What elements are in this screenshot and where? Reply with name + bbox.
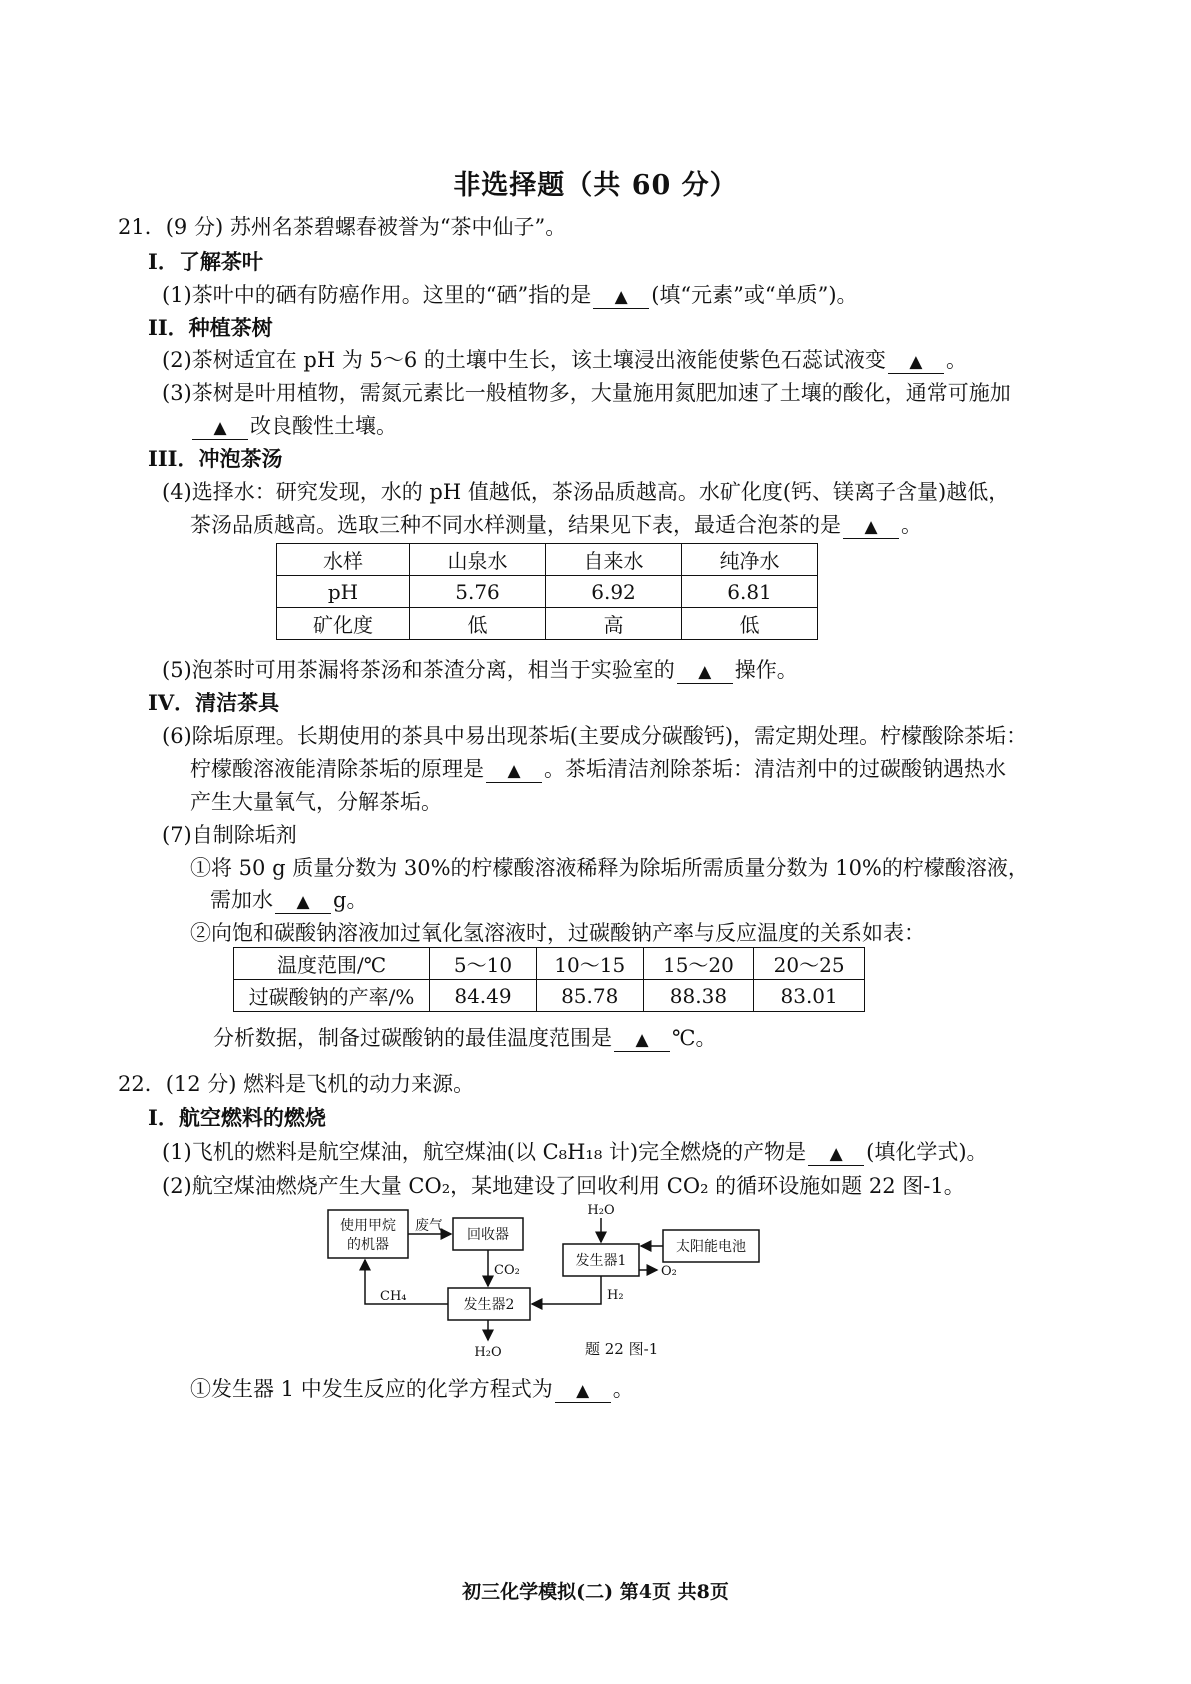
section-title: 非选择题（共 60 分）	[453, 170, 738, 201]
table-row	[277, 608, 818, 640]
q21-part-7-3-suffix: ℃。	[672, 1026, 717, 1050]
generator-1-label: 发生器1	[575, 1253, 627, 1269]
q22-part-1	[162, 1138, 988, 1166]
q21-part-7-1-text: 需加水	[210, 888, 273, 912]
h2o-top-label: H₂O	[587, 1203, 615, 1218]
page-footer: 初三化学模拟(二) 第4页 共8页	[462, 1581, 729, 1603]
figure-caption: 题 22 图-1	[585, 1340, 659, 1358]
h2-label: H₂	[607, 1288, 624, 1303]
q21-part-2-text: (2)茶树适宜在 pH 为 5～6 的土壤中生长，该土壤浸出液能使紫色石蕊试液变	[162, 348, 886, 372]
q21-part-1	[162, 281, 858, 309]
generator-2-label: 发生器2	[463, 1297, 515, 1313]
q21-part-2	[162, 346, 967, 374]
answer-blank[interactable]	[486, 758, 542, 783]
table-cell: 5.76	[410, 576, 546, 608]
q21-part-3-suffix: 改良酸性土壤。	[250, 414, 397, 438]
q21-part-6-suffix: 。茶垢清洁剂除茶垢：清洁剂中的过碳酸钠遇热水	[544, 757, 1006, 781]
table-row	[234, 948, 865, 980]
q21-part-5	[162, 656, 798, 684]
machine-label-2: 的机器	[347, 1237, 389, 1253]
table-cell: 15～20	[643, 948, 754, 980]
machine-label-1: 使用甲烷	[340, 1218, 396, 1234]
q22-part-1-suffix: (填化学式)。	[866, 1140, 988, 1164]
q21-part-4: (4)选择水：研究发现，水的 pH 值越低，茶汤品质越高。水矿化度(钙、镁离子含量)越低，	[162, 480, 1010, 504]
q21-section-2: II．种植茶树	[148, 315, 273, 340]
table-cell: 83.01	[754, 980, 865, 1012]
q21-part-1-text: (1)茶叶中的硒有防癌作用。这里的“硒”指的是	[162, 283, 592, 307]
table-cell: 温度范围/℃	[234, 948, 430, 980]
table-cell: 6.92	[546, 576, 682, 608]
o2-label: O₂	[661, 1264, 677, 1279]
table-cell: 矿化度	[277, 608, 410, 640]
solar-cell-label: 太阳能电池	[676, 1239, 746, 1255]
q21-part-5-suffix: 操作。	[734, 658, 798, 682]
q21-part-6-cont	[190, 755, 1006, 783]
q22-part-2-1-text: ①发生器 1 中发生反应的化学方程式为	[190, 1377, 553, 1401]
q22-part-2-1-suffix: 。	[612, 1377, 634, 1401]
water-sample-table	[276, 543, 818, 640]
q22-part-2-1	[190, 1375, 634, 1403]
table-cell: 低	[682, 608, 818, 640]
h2o-bottom-label: H₂O	[474, 1345, 502, 1360]
q21-part-7-1-suffix: g。	[333, 888, 368, 912]
table-row	[277, 576, 818, 608]
q22-part-1-text: (1)飞机的燃料是航空煤油，航空煤油(以 C₈H₁₈ 计)完全燃烧的产物是	[162, 1140, 807, 1164]
q21-part-7: (7)自制除垢剂	[162, 823, 297, 847]
q21-part-6: (6)除垢原理。长期使用的茶具中易出现茶垢(主要成分碳酸钙)，需定期处理。柠檬酸除茶垢：	[162, 724, 1028, 748]
table-cell: 水样	[277, 544, 410, 576]
q22-part-2: (2)航空煤油燃烧产生大量 CO₂，某地建设了回收利用 CO₂ 的循环设施如题 22 图-1。	[162, 1174, 965, 1198]
q21-section-4: IV．清洁茶具	[148, 690, 280, 715]
exhaust-label: 废气	[415, 1218, 443, 1234]
recycler-label: 回收器	[467, 1227, 509, 1243]
answer-blank[interactable]	[555, 1378, 611, 1403]
table-cell: 85.78	[536, 980, 643, 1012]
co2-label: CO₂	[494, 1263, 520, 1278]
q21-part-6-end: 产生大量氧气，分解茶垢。	[190, 790, 442, 814]
q22-header: 22．(12 分) 燃料是飞机的动力来源。	[118, 1072, 475, 1096]
answer-blank[interactable]	[192, 415, 248, 440]
q21-part-5-text: (5)泡茶时可用茶漏将茶汤和茶渣分离，相当于实验室的	[162, 658, 675, 682]
ch4-label: CH₄	[380, 1289, 407, 1304]
answer-blank[interactable]	[843, 514, 899, 539]
table-cell: 自来水	[546, 544, 682, 576]
table-cell: 高	[546, 608, 682, 640]
answer-blank[interactable]	[808, 1141, 864, 1166]
q21-part-3: (3)茶树是叶用植物，需氮元素比一般植物多，大量施用氮肥加速了土壤的酸化，通常可施加	[162, 381, 1011, 405]
answer-blank[interactable]	[888, 349, 944, 374]
answer-blank[interactable]	[677, 659, 733, 684]
answer-blank[interactable]	[275, 889, 331, 914]
table-cell: 山泉水	[410, 544, 546, 576]
table-cell: 低	[410, 608, 546, 640]
q21-part-6-text: 柠檬酸溶液能清除茶垢的原理是	[190, 757, 484, 781]
q21-part-3-cont	[190, 412, 397, 440]
table-row	[277, 544, 818, 576]
table-cell: 10～15	[536, 948, 643, 980]
q21-section-1: I．了解茶叶	[148, 249, 263, 274]
q21-part-4-cont	[190, 511, 922, 539]
q21-part-2-suffix: 。	[945, 348, 967, 372]
q21-part-1-suffix: (填“元素”或“单质”)。	[651, 283, 858, 307]
table-row	[234, 980, 865, 1012]
q21-part-7-1: ①将 50 g 质量分数为 30%的柠檬酸溶液稀释为除垢所需质量分数为 10%的柠檬酸溶液，	[190, 856, 1029, 880]
answer-blank[interactable]	[593, 284, 649, 309]
table-cell: pH	[277, 576, 410, 608]
co2-recycle-diagram	[320, 1200, 790, 1365]
q21-section-3: III．冲泡茶汤	[148, 446, 283, 471]
q21-part-7-2: ②向饱和碳酸钠溶液加过氧化氢溶液时，过碳酸钠产率与反应温度的关系如表：	[190, 921, 925, 945]
q21-part-4-text: 茶汤品质越高。选取三种不同水样测量，结果见下表，最适合泡茶的是	[190, 513, 841, 537]
table-cell: 84.49	[430, 980, 537, 1012]
table-cell: 纯净水	[682, 544, 818, 576]
table-cell: 过碳酸钠的产率/%	[234, 980, 430, 1012]
table-cell: 20～25	[754, 948, 865, 980]
q21-header: 21．(9 分) 苏州名茶碧螺春被誉为“茶中仙子”。	[118, 215, 567, 239]
answer-blank[interactable]	[614, 1027, 670, 1052]
q21-part-7-3	[213, 1024, 717, 1052]
q22-section-1: I．航空燃料的燃烧	[148, 1105, 326, 1130]
table-cell: 5～10	[430, 948, 537, 980]
temperature-yield-table	[233, 947, 865, 1012]
q21-part-7-3-text: 分析数据，制备过碳酸钠的最佳温度范围是	[213, 1026, 612, 1050]
table-cell: 88.38	[643, 980, 754, 1012]
q21-part-4-suffix: 。	[901, 513, 922, 537]
table-cell: 6.81	[682, 576, 818, 608]
q21-part-7-1-cont	[210, 886, 367, 914]
